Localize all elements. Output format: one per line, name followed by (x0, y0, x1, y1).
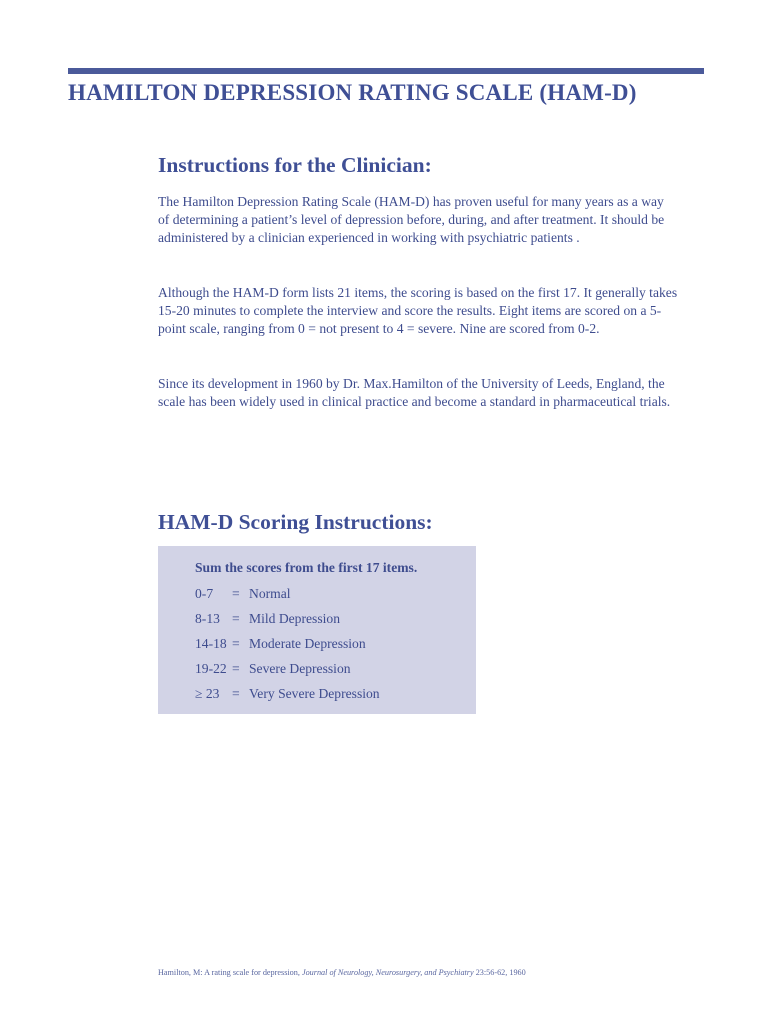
citation-journal: Journal of Neurology, Neurosurgery, and Psychiatry (301, 968, 474, 977)
score-separator: = (232, 611, 240, 626)
score-label: Severe Depression (249, 661, 351, 676)
score-range: 14-18 (195, 636, 227, 651)
score-separator: = (232, 686, 240, 701)
scoring-instructions-heading: HAM-D Scoring Instructions: (158, 510, 433, 534)
score-row-mild (195, 611, 340, 627)
score-range: ≥ 23 (195, 686, 220, 701)
clinician-instructions-heading: Instructions for the Clinician: (158, 153, 432, 177)
score-row-normal (195, 586, 291, 602)
score-label: Normal (249, 586, 291, 601)
score-row-severe (195, 661, 351, 677)
score-row-very-severe (195, 686, 380, 702)
score-label: Very Severe Depression (249, 686, 380, 701)
instructions-paragraph-3: Since its development in 1960 by Dr. Max.Hamilton of the University of Leeds, England, the scale has been widely used in clinical practice and become a standard in pharmaceutical trials. (158, 376, 671, 410)
score-separator: = (232, 661, 240, 676)
citation-details: 23:56-62, 1960 (473, 968, 526, 977)
score-separator: = (232, 636, 240, 651)
scoring-intro: Sum the scores from the first 17 items. (195, 560, 418, 575)
scoring-box (158, 546, 476, 714)
score-row-moderate (195, 636, 366, 652)
page-title: HAMILTON DEPRESSION RATING SCALE (HAM-D) (68, 80, 637, 105)
score-label: Mild Depression (249, 611, 340, 626)
score-range: 8-13 (195, 611, 220, 626)
citation (158, 968, 526, 977)
instructions-paragraph-2: Although the HAM-D form lists 21 items, the scoring is based on the first 17. It generally takes 15-20 minutes to complete the interview and score the results. Eight items are scored on a 5-point scale, ranging from 0 = not present to 4 = severe. Nine are scored from 0-2. (158, 285, 678, 337)
score-separator: = (232, 586, 240, 601)
citation-author: Hamilton, M: A rating scale for depression, (158, 968, 302, 977)
score-range: 0-7 (195, 586, 214, 601)
score-label: Moderate Depression (249, 636, 366, 651)
instructions-paragraph-1: The Hamilton Depression Rating Scale (HAM-D) has proven useful for many years as a way of determining a patient’s level of depression before, during, and after treatment. It should be administered by a clinician experienced in working with psychiatric patients . (158, 194, 665, 246)
score-range: 19-22 (195, 661, 227, 676)
top-rule (68, 68, 704, 74)
